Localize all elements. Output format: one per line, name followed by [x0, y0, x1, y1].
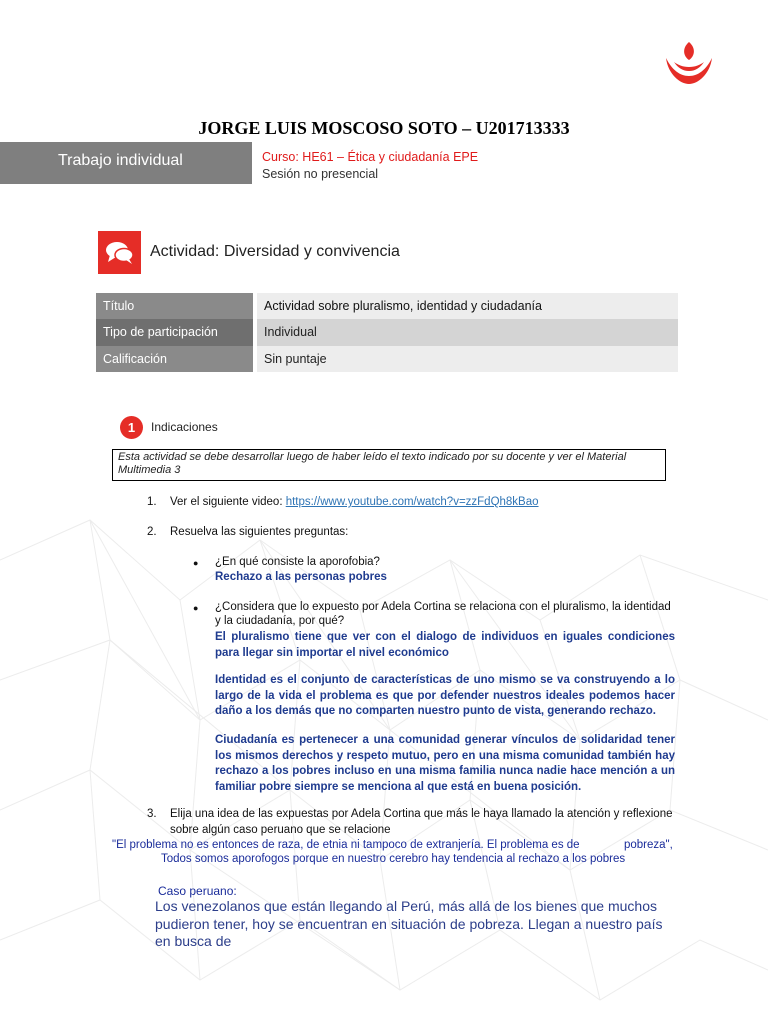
row-value: Actividad sobre pluralismo, identidad y ciudadanía: [255, 293, 678, 319]
note-line: Multimedia 3: [118, 464, 181, 476]
table-row: [96, 319, 678, 345]
session-type: Sesión no presencial: [262, 167, 379, 181]
answer-1: Rechazo a las personas pobres: [215, 571, 387, 583]
activity-info-table: [96, 293, 678, 372]
item-number: 3.: [147, 808, 157, 820]
answer-2-citizenship: Ciudadanía es pertenecer a una comunidad generar vínculos de solidaridad tener los mismos derechos y respeto mutuo, pero en una misma comunidad también hay rechazo a los pobres incluso en una misma familia nunca nadie hace mención a un familiar pobre siempre se menciona al que está en buena posición.: [215, 734, 675, 793]
row-value: Individual: [255, 319, 678, 345]
item-1: [170, 496, 539, 508]
section-number-badge: 1: [120, 416, 143, 439]
quote-line: "El problema no es entonces de raza, de etnia ni tampoco de extranjería. El problema es de: [112, 839, 580, 851]
peruvian-case-heading: Caso peruano:: [158, 884, 237, 898]
item-3-line: sobre algún caso peruano que se relacione: [170, 824, 391, 836]
indications-heading: Indicaciones: [151, 420, 218, 434]
note-line: Esta actividad se debe desarrollar luego de haber leído el texto indicado por su docente y ver el Material: [118, 451, 627, 463]
author-heading: JORGE LUIS MOSCOSO SOTO – U201713333: [198, 118, 570, 138]
item-1-text: Ver el siguiente video:: [170, 496, 286, 508]
instructions-note: [112, 449, 666, 481]
table-row: [96, 346, 678, 372]
course-name: Curso: HE61 – Ética y ciudadanía EPE: [262, 150, 479, 164]
work-type-label: Trabajo individual: [58, 152, 183, 169]
question-2-line: ¿Considera que lo expuesto por Adela Cortina se relaciona con el pluralismo, la identidad: [215, 601, 671, 613]
activity-title: Actividad: Diversidad y convivencia: [150, 243, 400, 260]
chat-bubbles-icon: [98, 231, 141, 274]
question-1: ¿En qué consiste la aporofobia?: [215, 556, 380, 568]
row-key: Título: [96, 293, 255, 319]
item-number: 1.: [147, 496, 157, 508]
row-value: Sin puntaje: [255, 346, 678, 372]
peruvian-case-text: Los venezolanos que están llegando al Perú, más allá de los bienes que muchos pudieron tener, hoy se encuentran en situación de pobreza. Llegan a nuestro país en busca de: [155, 898, 663, 949]
answer-2-pluralism: El pluralismo tiene que ver con el dialogo de individuos en iguales condiciones para llegar sin importar el nivel económico: [215, 631, 675, 659]
table-row: [96, 293, 678, 319]
quote-line: Todos somos aporofogos porque en nuestro cerebro hay tendencia al rechazo a los pobres: [161, 853, 626, 865]
video-link[interactable]: https://www.youtube.com/watch?v=zzFdQh8kBao: [285, 496, 539, 508]
university-logo-icon: [662, 38, 716, 86]
item-3-line: Elija una idea de las expuestas por Adela Cortina que más le haya llamado la atención y reflexione: [170, 808, 673, 820]
item-2-text: Resuelva las siguientes preguntas:: [170, 526, 349, 538]
answer-2-identity: Identidad es el conjunto de características de uno mismo se va construyendo a lo largo de la vida el problema es que por defender nuestros ideales podemos hacer daño a los demás que no comparten nuestro punto de vista, generando rechazo.: [215, 674, 675, 717]
bullet-icon: ●: [193, 603, 199, 613]
item-number: 2.: [147, 526, 157, 538]
question-2-line: y la ciudadanía, por qué?: [215, 615, 345, 627]
quote-line-end: pobreza",: [624, 839, 673, 851]
row-key: Tipo de participación: [96, 319, 255, 345]
row-key: Calificación: [96, 346, 255, 372]
bullet-icon: ●: [193, 558, 199, 568]
